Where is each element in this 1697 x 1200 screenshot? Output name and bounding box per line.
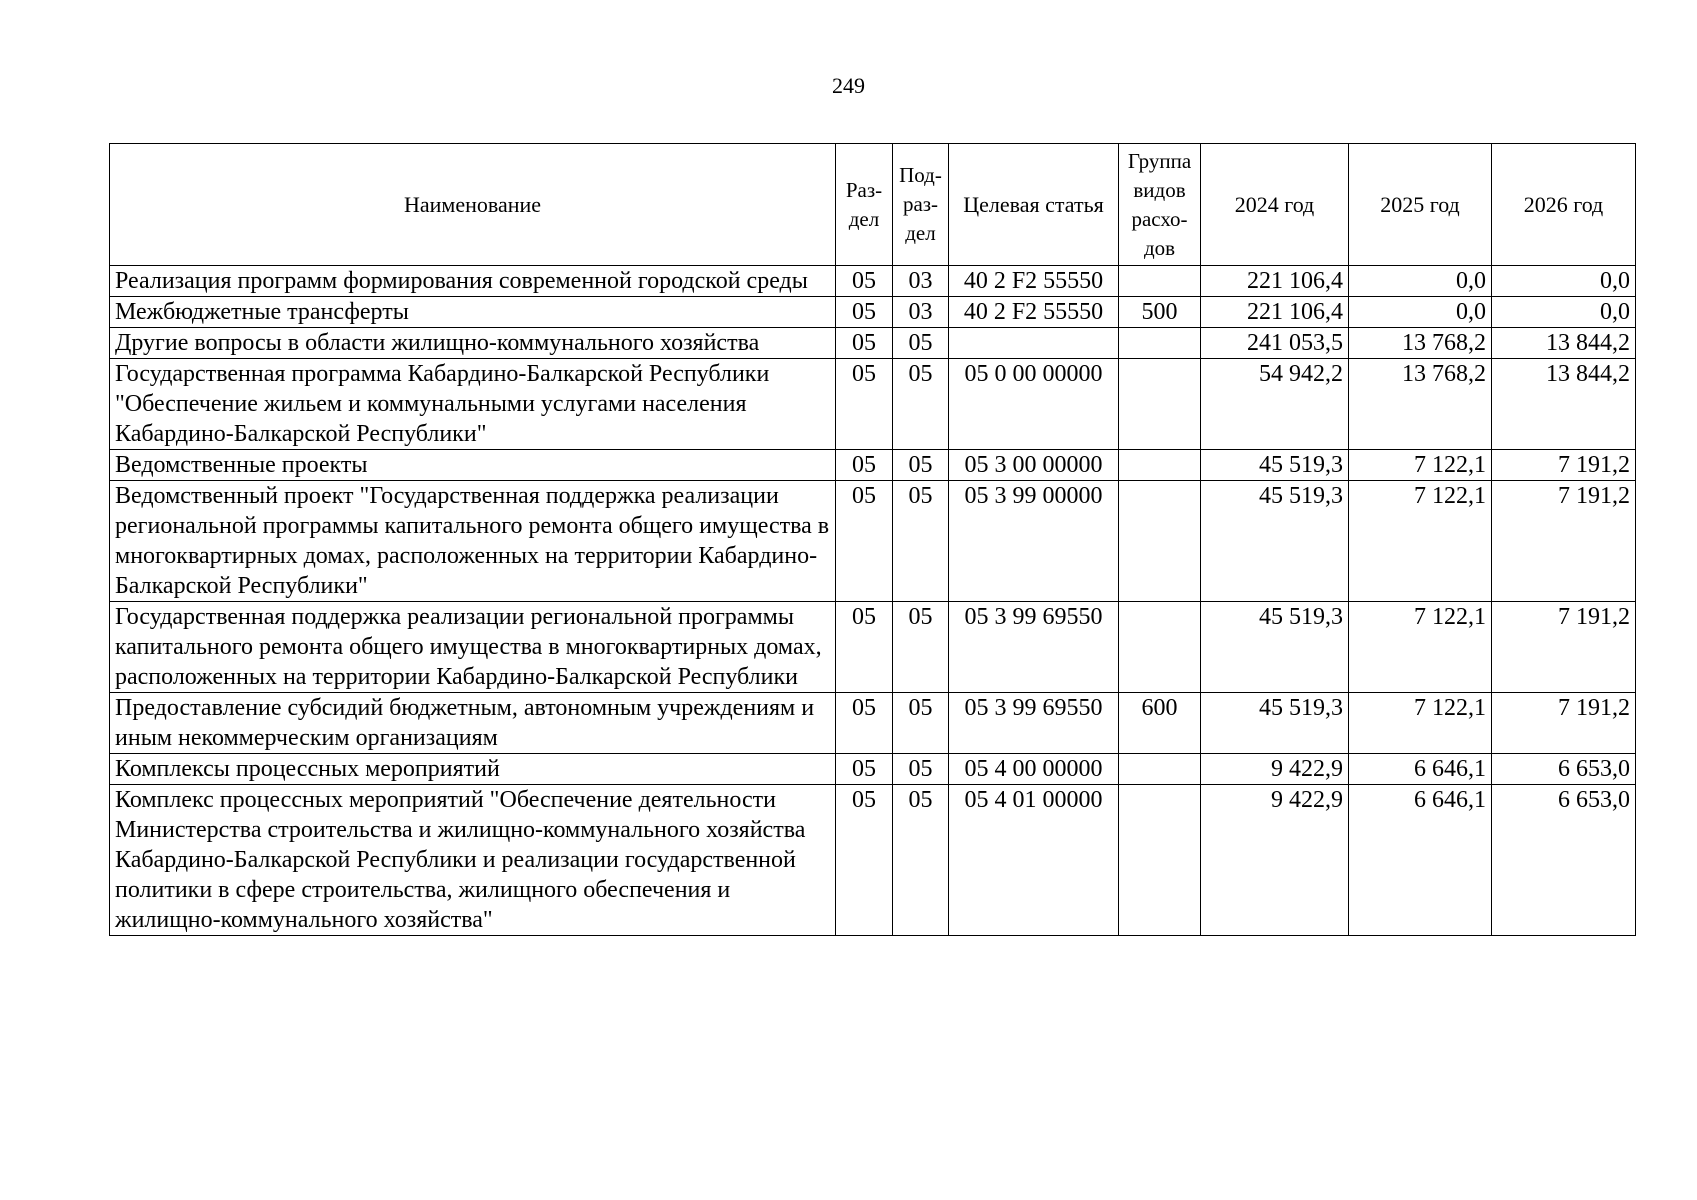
- cell-podrazdel: 05: [893, 602, 949, 693]
- table-row: [110, 297, 1636, 328]
- cell-target-article: 05 3 00 00000: [949, 450, 1119, 481]
- cell-podrazdel: 05: [893, 450, 949, 481]
- cell-podrazdel: 03: [893, 266, 949, 297]
- cell-name: Ведомственный проект "Государственная поддержка реализации региональной программы капитального ремонта общего имущества в многоквартирных домах, расположенных на территории Кабардино-Балкарской Республики": [110, 481, 836, 602]
- cell-2026: 13 844,2: [1492, 328, 1636, 359]
- cell-name: Государственная поддержка реализации региональной программы капитального ремонта общего имущества в многоквартирных домах, расположенных на территории Кабардино-Балкарской Республики: [110, 602, 836, 693]
- cell-2026: 0,0: [1492, 297, 1636, 328]
- cell-name: Межбюджетные трансферты: [110, 297, 836, 328]
- cell-podrazdel: 05: [893, 693, 949, 754]
- cell-podrazdel: 05: [893, 359, 949, 450]
- cell-razdel: 05: [836, 266, 893, 297]
- cell-target-article: 05 3 99 69550: [949, 693, 1119, 754]
- cell-2026: 13 844,2: [1492, 359, 1636, 450]
- table-row: [110, 602, 1636, 693]
- cell-name: Другие вопросы в области жилищно-коммунального хозяйства: [110, 328, 836, 359]
- header-2024: 2024 год: [1201, 144, 1349, 266]
- cell-expense-group: 500: [1119, 297, 1201, 328]
- cell-expense-group: [1119, 481, 1201, 602]
- cell-2024: 221 106,4: [1201, 266, 1349, 297]
- cell-2025: 0,0: [1349, 266, 1492, 297]
- cell-expense-group: [1119, 785, 1201, 936]
- cell-2026: 7 191,2: [1492, 602, 1636, 693]
- header-name: Наименование: [110, 144, 836, 266]
- header-razdel: Раз-дел: [836, 144, 893, 266]
- cell-expense-group: [1119, 359, 1201, 450]
- cell-expense-group: [1119, 450, 1201, 481]
- cell-name: Реализация программ формирования современной городской среды: [110, 266, 836, 297]
- cell-razdel: 05: [836, 693, 893, 754]
- cell-2025: 6 646,1: [1349, 754, 1492, 785]
- cell-target-article: 40 2 F2 55550: [949, 266, 1119, 297]
- table-row: [110, 266, 1636, 297]
- cell-razdel: 05: [836, 297, 893, 328]
- cell-razdel: 05: [836, 359, 893, 450]
- cell-target-article: 05 3 99 00000: [949, 481, 1119, 602]
- cell-2025: 7 122,1: [1349, 481, 1492, 602]
- cell-2025: 7 122,1: [1349, 450, 1492, 481]
- header-row: [110, 144, 1636, 266]
- cell-2025: 0,0: [1349, 297, 1492, 328]
- table-row: [110, 450, 1636, 481]
- cell-2026: 7 191,2: [1492, 481, 1636, 602]
- page-number: 249: [832, 73, 865, 98]
- cell-target-article: 05 4 01 00000: [949, 785, 1119, 936]
- table-row: [110, 754, 1636, 785]
- header-target-article: Целевая статья: [949, 144, 1119, 266]
- cell-expense-group: 600: [1119, 693, 1201, 754]
- cell-razdel: 05: [836, 450, 893, 481]
- table-row: [110, 785, 1636, 936]
- cell-expense-group: [1119, 328, 1201, 359]
- cell-2024: 45 519,3: [1201, 693, 1349, 754]
- cell-2026: 0,0: [1492, 266, 1636, 297]
- cell-expense-group: [1119, 602, 1201, 693]
- cell-name: Комплексы процессных мероприятий: [110, 754, 836, 785]
- cell-razdel: 05: [836, 785, 893, 936]
- header-2026: 2026 год: [1492, 144, 1636, 266]
- cell-target-article: 05 0 00 00000: [949, 359, 1119, 450]
- cell-2024: 9 422,9: [1201, 754, 1349, 785]
- cell-2025: 7 122,1: [1349, 602, 1492, 693]
- cell-razdel: 05: [836, 481, 893, 602]
- cell-podrazdel: 05: [893, 481, 949, 602]
- cell-target-article: [949, 328, 1119, 359]
- cell-name: Государственная программа Кабардино-Балкарской Республики "Обеспечение жильем и коммунальными услугами населения Кабардино-Балкарской Республики": [110, 359, 836, 450]
- table-row: [110, 481, 1636, 602]
- cell-target-article: 40 2 F2 55550: [949, 297, 1119, 328]
- cell-2026: 6 653,0: [1492, 754, 1636, 785]
- cell-target-article: 05 3 99 69550: [949, 602, 1119, 693]
- cell-podrazdel: 05: [893, 328, 949, 359]
- cell-2026: 7 191,2: [1492, 450, 1636, 481]
- header-expense-group: Группа видов расхо-дов: [1119, 144, 1201, 266]
- table-row: [110, 328, 1636, 359]
- cell-2024: 221 106,4: [1201, 297, 1349, 328]
- cell-2024: 45 519,3: [1201, 481, 1349, 602]
- cell-name: Комплекс процессных мероприятий "Обеспечение деятельности Министерства строительства и жилищно-коммунального хозяйства Кабардино-Балкарской Республики и реализации государственной политики в сфере строительства, жилищного обеспечения и жилищно-коммунального хозяйства": [110, 785, 836, 936]
- cell-podrazdel: 03: [893, 297, 949, 328]
- cell-2026: 6 653,0: [1492, 785, 1636, 936]
- cell-name: Предоставление субсидий бюджетным, автономным учреждениям и иным некоммерческим организациям: [110, 693, 836, 754]
- cell-2024: 45 519,3: [1201, 602, 1349, 693]
- cell-2026: 7 191,2: [1492, 693, 1636, 754]
- cell-expense-group: [1119, 266, 1201, 297]
- cell-podrazdel: 05: [893, 785, 949, 936]
- cell-2025: 7 122,1: [1349, 693, 1492, 754]
- cell-2025: 13 768,2: [1349, 359, 1492, 450]
- budget-table: [109, 143, 1636, 936]
- cell-razdel: 05: [836, 602, 893, 693]
- header-2025: 2025 год: [1349, 144, 1492, 266]
- table-row: [110, 359, 1636, 450]
- table-row: [110, 693, 1636, 754]
- cell-2024: 54 942,2: [1201, 359, 1349, 450]
- cell-2025: 6 646,1: [1349, 785, 1492, 936]
- cell-razdel: 05: [836, 754, 893, 785]
- cell-name: Ведомственные проекты: [110, 450, 836, 481]
- cell-2024: 9 422,9: [1201, 785, 1349, 936]
- header-podrazdel: Под-раз-дел: [893, 144, 949, 266]
- cell-2024: 241 053,5: [1201, 328, 1349, 359]
- cell-razdel: 05: [836, 328, 893, 359]
- cell-expense-group: [1119, 754, 1201, 785]
- cell-podrazdel: 05: [893, 754, 949, 785]
- cell-2024: 45 519,3: [1201, 450, 1349, 481]
- cell-2025: 13 768,2: [1349, 328, 1492, 359]
- cell-target-article: 05 4 00 00000: [949, 754, 1119, 785]
